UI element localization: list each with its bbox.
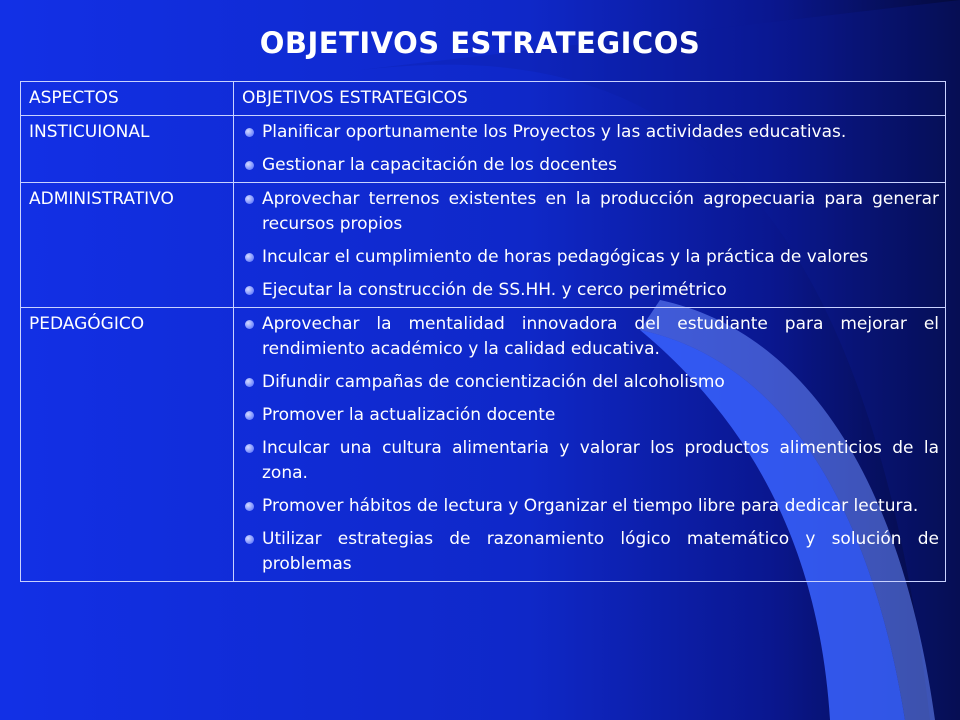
aspect-cell: PEDAGÓGICO xyxy=(21,308,234,582)
list-item: Aprovechar terrenos existentes en la producción agropecuaria para generar recursos propios xyxy=(242,187,939,237)
list-item: Ejecutar la construcción de SS.HH. y cerco perimétrico xyxy=(242,278,939,303)
list-item: Utilizar estrategias de razonamiento lógico matemático y solución de problemas xyxy=(242,527,939,577)
page-title: OBJETIVOS ESTRATEGICOS xyxy=(259,26,701,60)
bullet-icon xyxy=(245,378,254,387)
list-item: Promover la actualización docente xyxy=(242,403,939,428)
bullet-icon xyxy=(245,195,254,204)
bullet-icon xyxy=(245,161,254,170)
bullet-icon xyxy=(245,253,254,262)
header-objetivos: OBJETIVOS ESTRATEGICOS xyxy=(234,82,946,116)
list-item: Promover hábitos de lectura y Organizar el tiempo libre para dedicar lectura. xyxy=(242,494,939,519)
header-aspectos: ASPECTOS xyxy=(21,82,234,116)
objectives-cell xyxy=(234,116,946,183)
bullet-icon xyxy=(245,128,254,137)
bullet-icon xyxy=(245,411,254,420)
bullet-icon xyxy=(245,535,254,544)
list-item: Inculcar una cultura alimentaria y valorar los productos alimenticios de la zona. xyxy=(242,436,939,486)
list-item: Planificar oportunamente los Proyectos y las actividades educativas. xyxy=(242,120,939,145)
table-row xyxy=(21,308,946,582)
table-row xyxy=(21,183,946,308)
objectives-table xyxy=(20,81,946,582)
bullet-icon xyxy=(245,320,254,329)
list-item: Inculcar el cumplimiento de horas pedagógicas y la práctica de valores xyxy=(242,245,939,270)
objectives-cell xyxy=(234,183,946,308)
bullet-icon xyxy=(245,286,254,295)
list-item: Gestionar la capacitación de los docentes xyxy=(242,153,939,178)
bullet-icon xyxy=(245,502,254,511)
objectives-cell xyxy=(234,308,946,582)
list-item: Aprovechar la mentalidad innovadora del estudiante para mejorar el rendimiento académico y la calidad educativa. xyxy=(242,312,939,362)
bullet-icon xyxy=(245,444,254,453)
aspect-cell: ADMINISTRATIVO xyxy=(21,183,234,308)
table-row xyxy=(21,116,946,183)
list-item: Difundir campañas de concientización del alcoholismo xyxy=(242,370,939,395)
table-header-row xyxy=(21,82,946,116)
aspect-cell: INSTICUIONAL xyxy=(21,116,234,183)
